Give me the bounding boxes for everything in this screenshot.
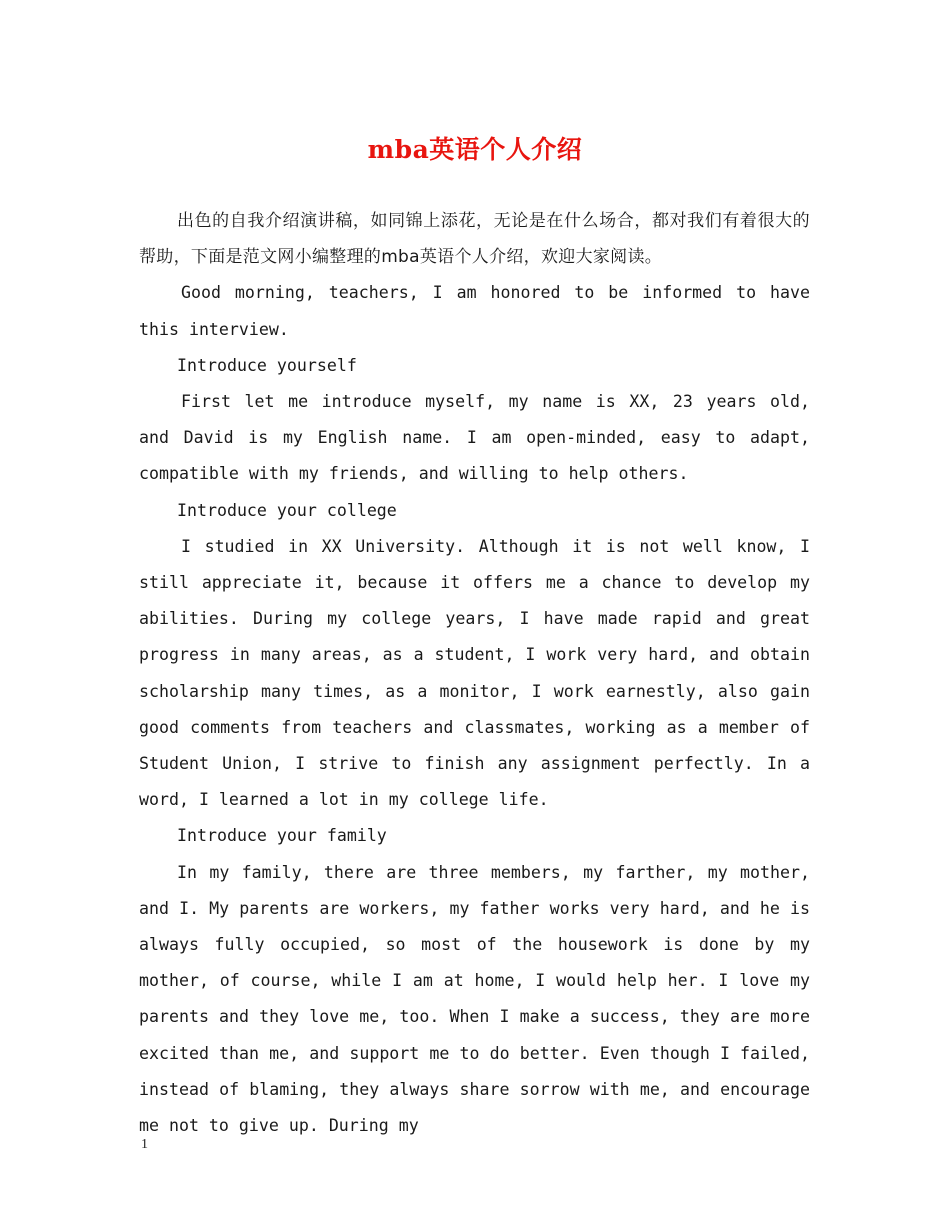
section-heading-family: Introduce your family <box>177 826 387 846</box>
section-heading-college: Introduce your college <box>177 500 397 520</box>
yourself-paragraph: First let me introduce myself, my name is XX, 23 years old, and David is my English name. I am open-minded, easy to adapt, compatible with my friends, and willing to help others. <box>139 392 810 484</box>
intro-paragraph-zh: 出色的自我介绍演讲稿，如同锦上添花，无论是在什么场合，都对我们有着很大的帮助，下面是范文网小编整理的mba英语个人介绍，欢迎大家阅读。 <box>139 211 810 268</box>
section-heading-yourself: Introduce yourself <box>177 355 357 375</box>
family-paragraph: In my family, there are three members, my farther, my mother, and I. My parents are workers, my father works very hard, and he is always fully occupied, so most of the housework is done by my mother, of course, while I am at home, I would help her. I love my parents and they love me, too. When I make a success, they are more excited than me, and support me to do better. Even though I failed, instead of blaming, they always share sorrow with me, and encourage me not to give up. During my <box>139 862 810 1136</box>
greeting-paragraph: Good morning, teachers, I am honored to be informed to have this interview. <box>139 283 810 339</box>
document-title: mba英语个人介绍 <box>367 135 583 164</box>
page-number: 1 <box>141 1137 148 1152</box>
document-body <box>139 203 810 1144</box>
college-paragraph: I studied in XX University. Although it is not well know, I still appreciate it, because it offers me a chance to develop my abilities. During my college years, I have made rapid and great progress in many areas, as a student, I work very hard, and obtain scholarship many times, as a monitor, I work earnestly, also gain good comments from teachers and classmates, working as a member of Student Union, I strive to finish any assignment perfectly. In a word, I learned a lot in my college life. <box>139 536 810 810</box>
